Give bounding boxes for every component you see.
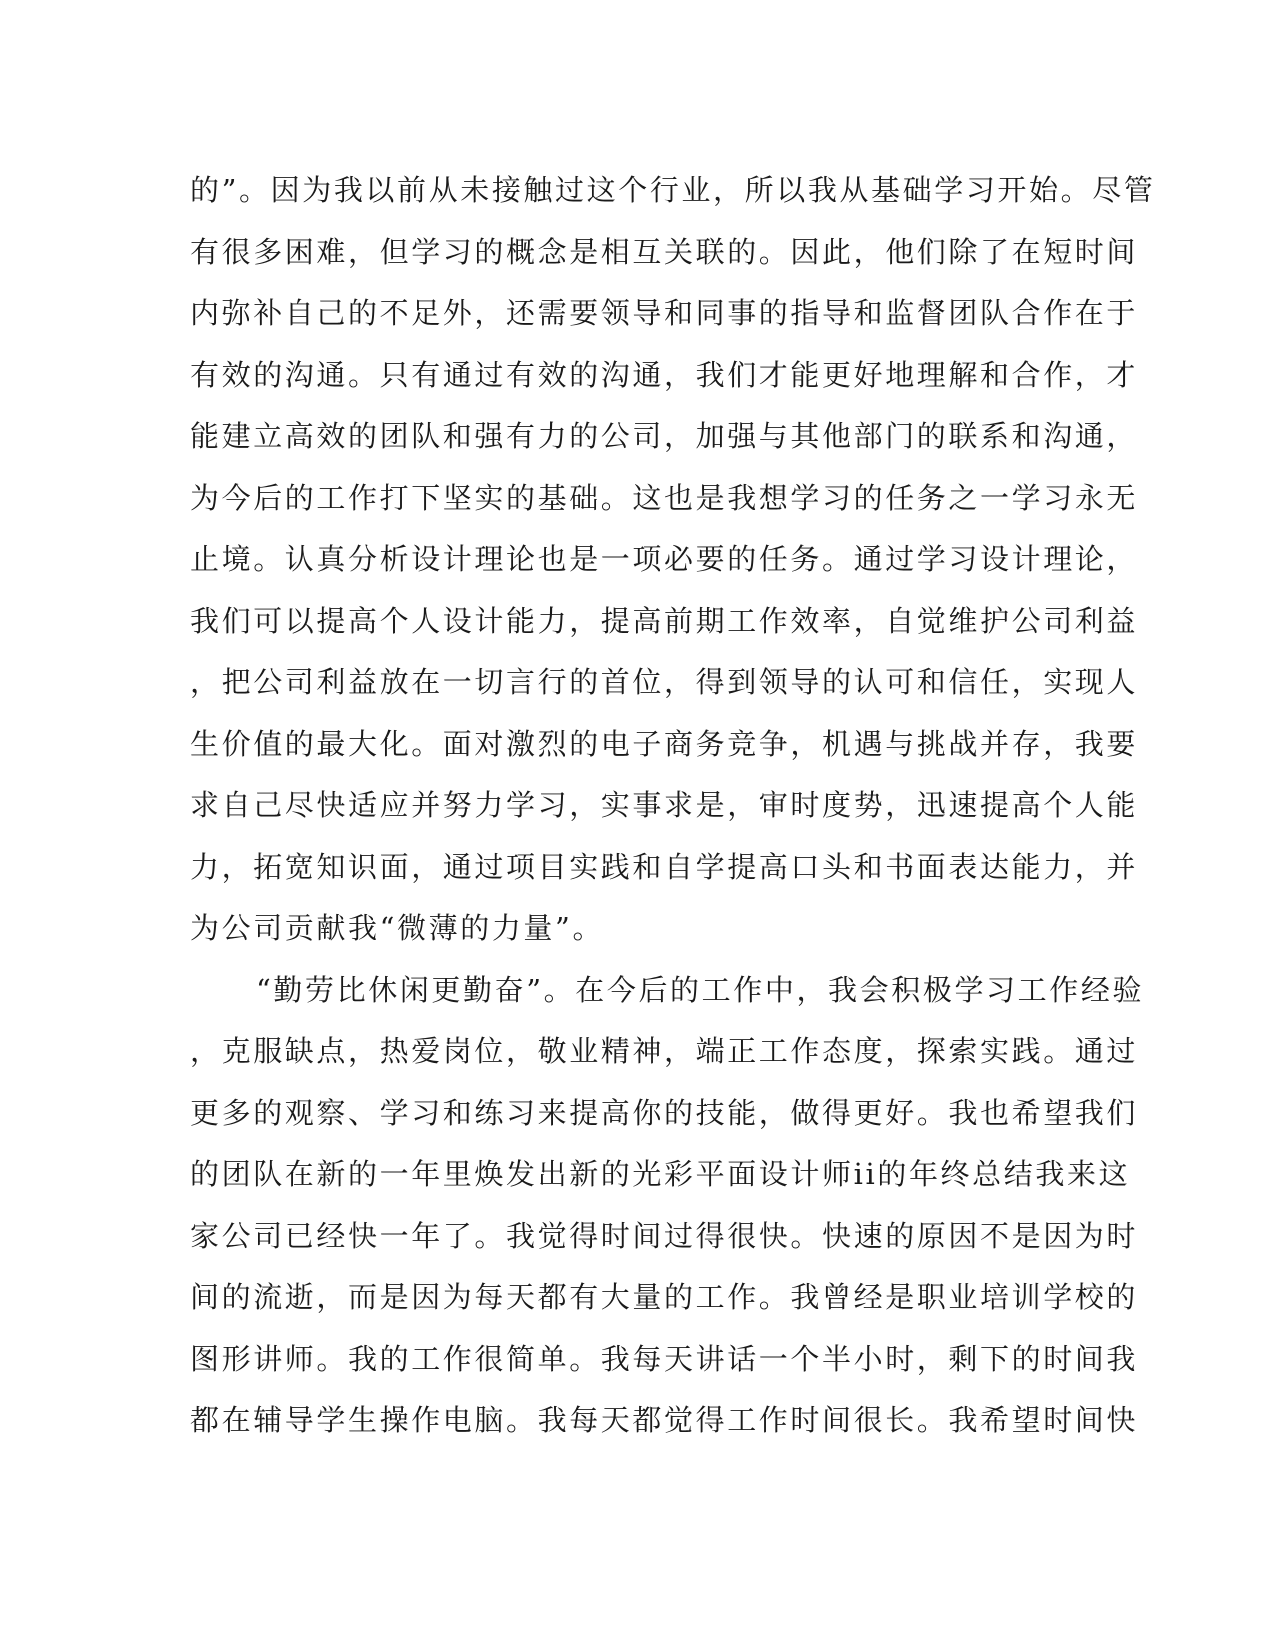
- text-line: 内弥补自己的不足外，还需要领导和同事的指导和监督团队合作在于: [190, 296, 1139, 330]
- text-line: 更多的观察、学习和练习来提高你的技能，做得更好。我也希望我们: [190, 1095, 1139, 1130]
- paragraph-start-line: “勤劳比休闲更勤奋”。在今后的工作中，我会积极学习工作经验: [256, 972, 1145, 1007]
- text-line: 的”。因为我以前从未接触过这个行业，所以我从基础学习开始。尽管: [190, 173, 1156, 207]
- text-line: 为今后的工作打下坚实的基础。这也是我想学习的任务之一学习永无: [190, 480, 1139, 515]
- text-line: 都在辅导学生操作电脑。我每天都觉得工作时间很长。我希望时间快: [190, 1403, 1139, 1437]
- text-line: ，克服缺点，热爱岗位，敬业精神，端正工作态度，探索实践。通过: [190, 1034, 1139, 1068]
- body-text: [190, 160, 1156, 1452]
- text-line: 止境。认真分析设计理论也是一项必要的任务。通过学习设计理论，: [190, 542, 1139, 576]
- text-line: 有效的沟通。只有通过有效的沟通，我们才能更好地理解和合作，才: [190, 357, 1139, 392]
- text-line: 求自己尽快适应并努力学习，实事求是，审时度势，迅速提高个人能: [190, 788, 1139, 822]
- text-line: 图形讲师。我的工作很简单。我每天讲话一个半小时，剩下的时间我: [190, 1341, 1139, 1376]
- text-line: 我们可以提高个人设计能力，提高前期工作效率，自觉维护公司利益: [190, 603, 1139, 638]
- text-line: 为公司贡献我“微薄的力量”。: [190, 911, 605, 945]
- text-line: 力，拓宽知识面，通过项目实践和自学提高口头和书面表达能力，并: [190, 849, 1139, 884]
- text-line: 能建立高效的团队和强有力的公司，加强与其他部门的联系和沟通，: [190, 419, 1139, 453]
- text-line: 间的流逝，而是因为每天都有大量的工作。我曾经是职业培训学校的: [190, 1280, 1139, 1314]
- text-line: ，把公司利益放在一切言行的首位，得到领导的认可和信任，实现人: [190, 665, 1139, 699]
- text-line: 有很多困难，但学习的概念是相互关联的。因此，他们除了在短时间: [190, 234, 1139, 269]
- text-line: 的团队在新的一年里焕发出新的光彩平面设计师ii的年终总结我来这: [190, 1157, 1131, 1191]
- text-line: 家公司已经快一年了。我觉得时间过得很快。快速的原因不是因为时: [190, 1218, 1139, 1253]
- text-line: 生价值的最大化。面对激烈的电子商务竞争，机遇与挑战并存，我要: [190, 726, 1139, 761]
